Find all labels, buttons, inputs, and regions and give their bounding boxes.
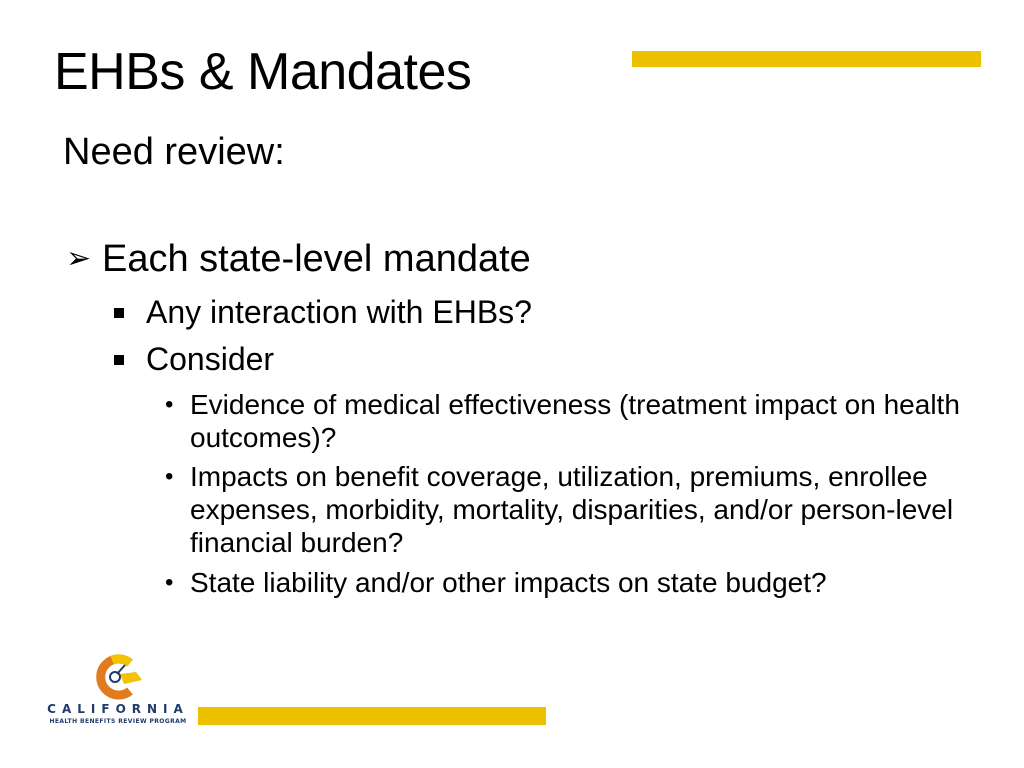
dot-bullet-icon: •	[165, 391, 174, 418]
dot-bullet-icon: •	[165, 569, 174, 596]
bullet-level1	[66, 240, 531, 278]
square-bullet-icon	[114, 355, 124, 365]
bullet-level3-item	[165, 460, 995, 559]
bullet-level3-item	[165, 388, 995, 454]
logo-wordmark: CALIFORNIA	[47, 702, 189, 716]
logo-mark-icon	[90, 654, 144, 700]
bullet-level2-text: Consider	[146, 341, 275, 377]
bullet-level2-text: Any interaction with EHBs?	[146, 294, 532, 330]
bullet-level3-text: State liability and/or other impacts on state budget?	[190, 567, 827, 598]
slide-title: EHBs & Mandates	[54, 43, 472, 101]
arrow-bullet-icon: ➢	[66, 242, 92, 275]
bullet-level3-text: Evidence of medical effectiveness (treatment impact on health outcomes)?	[190, 389, 960, 453]
top-accent-bar	[632, 51, 981, 67]
dot-bullet-icon: •	[165, 463, 174, 490]
bullet-level3-item	[165, 566, 995, 599]
bottom-accent-bar	[198, 707, 546, 725]
bullet-level1-text: Each state-level mandate	[102, 238, 531, 280]
slide-subtitle: Need review:	[63, 131, 285, 173]
square-bullet-icon	[114, 308, 124, 318]
logo-tagline: HEALTH BENEFITS REVIEW PROGRAM	[49, 718, 187, 725]
bullet-level3-text: Impacts on benefit coverage, utilization, premiums, enrollee expenses, morbidity, mortality, disparities, and/or person-level financial burden?	[190, 461, 954, 558]
chbrp-logo	[40, 654, 196, 728]
